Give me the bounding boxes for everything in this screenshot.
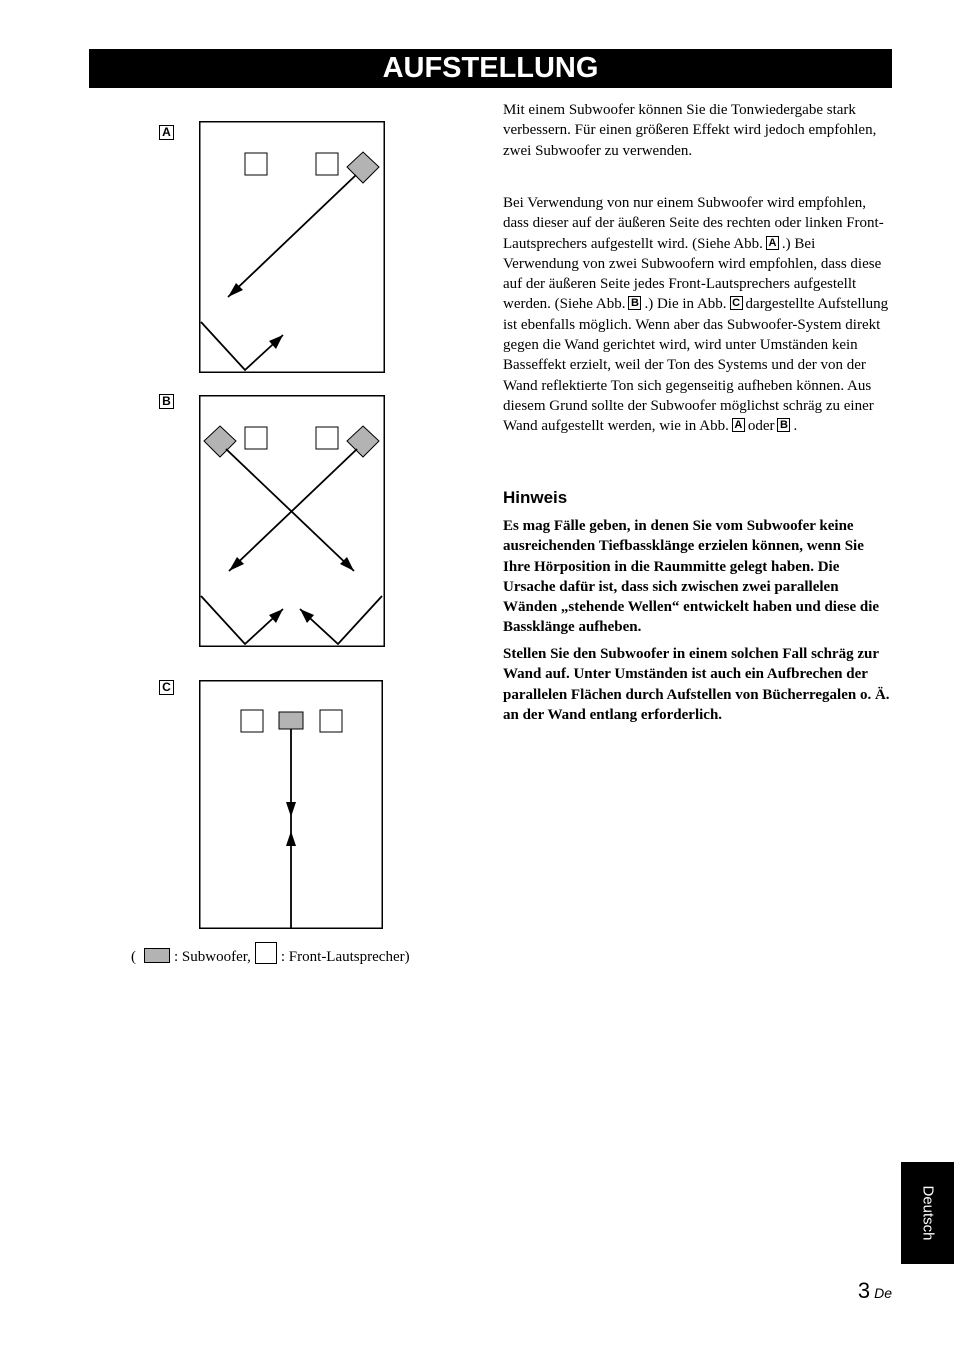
front-speaker-right <box>316 153 338 175</box>
diagram-b <box>199 395 385 647</box>
legend: ( : Subwoofer, : Front-Lautsprecher) <box>131 942 410 968</box>
figure-label-b: B <box>159 394 174 409</box>
note-heading: Hinweis <box>503 488 568 507</box>
page-title: AUFSTELLUNG <box>89 49 892 88</box>
front-speaker-left <box>245 153 267 175</box>
subwoofer <box>279 712 303 729</box>
front-speaker-left <box>241 710 263 732</box>
front-speaker-swatch <box>255 942 277 964</box>
subwoofer-swatch <box>144 948 170 963</box>
placement-paragraph: Bei Verwendung von nur einem Subwoofer wird empfohlen, dass dieser auf der äußeren Seite des rechten oder linken Front-Lautsprechers aufgestellt wird. (Siehe Abb. A .) Bei Verwendung von zwei Subwoofern wird empfohlen, dass diese auf der äußeren Seite jedes Front-Lautsprechers aufgestellt werden. (Siehe Abb. B .) Die in Abb. C dargestellte Aufstellung ist ebenfalls möglich. Wenn aber das Subwoofer-System direkt gegen die Wand gerichtet wird, wird unter Umständen kein Basseffekt erzielt, weil der Ton des Systems und der von der Wand reflektierte Ton sich gegenseitig aufheben können. Aus diesem Grund sollte der Subwoofer möglichst schräg zu einer Wand aufgestellt werden, wie in Abb. A oder B . <box>503 195 889 435</box>
note-paragraph-2: Stellen Sie den Subwoofer in einem solchen Fall schräg zur Wand auf. Unter Umständen ist auch ein Aufbrechen der parallelen Flächen durch Aufstellen von Bücherregalen o. Ä. an der Wand entlang erforderlich. <box>503 646 890 723</box>
legend-front: : Front-Lautsprecher) <box>280 949 410 965</box>
note-paragraph-1: Es mag Fälle geben, in denen Sie vom Subwoofer keine ausreichenden Tiefbassklänge erzielen können, wenn Sie Ihre Hörposition in die Raummitte gelegt haben. Die Ursache dafür ist, dass sich zwischen zwei parallelen Wänden „stehende Wellen“ entwickelt haben und diese die Bassklänge aufheben. <box>503 518 880 636</box>
intro-paragraph: Mit einem Subwoofer können Sie die Tonwiedergabe stark verbessern. Für einen größeren Effekt wird jedoch empfohlen, zwei Subwoofer zu verwenden. <box>503 102 877 159</box>
legend-subwoofer: : Subwoofer, <box>174 949 251 965</box>
language-tab: Deutsch <box>901 1162 954 1264</box>
front-speaker-right <box>316 427 338 449</box>
diagram-c <box>199 680 383 929</box>
front-speaker-right <box>320 710 342 732</box>
ref-a: A <box>766 236 779 250</box>
page-number: 3 De <box>857 1278 892 1303</box>
ref-b: B <box>628 296 641 310</box>
figure-label-c: C <box>159 680 174 695</box>
diagram-a <box>199 121 385 373</box>
figure-label-a: A <box>159 125 174 140</box>
ref-c: C <box>730 296 743 310</box>
ref-a: A <box>732 418 745 432</box>
front-speaker-left <box>245 427 267 449</box>
ref-b: B <box>777 418 790 432</box>
